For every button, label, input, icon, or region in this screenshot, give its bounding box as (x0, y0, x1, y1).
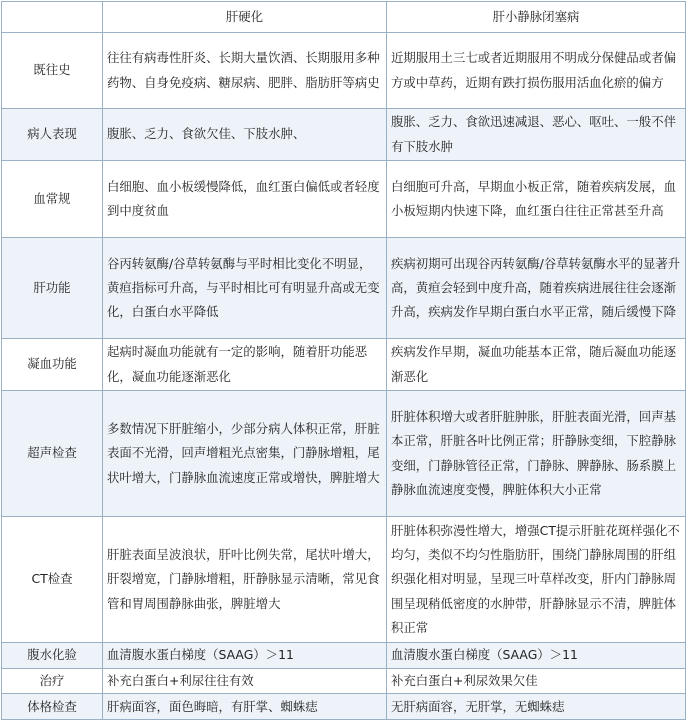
hvod-cell: 无肝病面容，无肝掌，无蜘蛛痣 (387, 694, 686, 720)
hvod-cell: 腹胀、乏力、食欲迅速减退、恶心、呕吐、一般不伴有下肢水肿 (387, 109, 686, 161)
cirrhosis-cell: 肝病面容，面色晦暗，有肝掌、蜘蛛痣 (103, 694, 387, 720)
cirrhosis-cell: 腹胀、乏力、食欲欠佳、下肢水肿、 (103, 109, 387, 161)
hvod-cell: 肝脏体积增大或者肝脏肿胀，肝脏表面光滑，回声基本正常，肝脏各叶比例正常；肝静脉变细，下腔静脉变细，门静脉管径正常，门静脉、脾静脉、肠系膜上静脉血流速度变慢，脾脏体积大小正常 (387, 391, 686, 517)
table-row (2, 33, 686, 109)
hvod-cell: 补充白蛋白+利尿效果欠佳 (387, 669, 686, 694)
header-blank (2, 2, 103, 33)
cirrhosis-cell: 血清腹水蛋白梯度（SAAG）＞11 (103, 643, 387, 669)
cirrhosis-cell: 起病时凝血功能就有一定的影响，随着肝功能恶化，凝血功能逐渐恶化 (103, 339, 387, 391)
row-label: 血常规 (2, 161, 103, 238)
cirrhosis-cell: 往往有病毒性肝炎、长期大量饮酒、长期服用多种药物、自身免疫病、糖尿病、肥胖、脂肪肝等病史 (103, 33, 387, 109)
table-row (2, 161, 686, 238)
row-label: 凝血功能 (2, 339, 103, 391)
row-label: 超声检查 (2, 391, 103, 517)
header-cirrhosis: 肝硬化 (103, 2, 387, 33)
hvod-cell: 肝脏体积弥漫性增大，增强CT提示肝脏花斑样强化不均匀，类似不均匀性脂肪肝，围绕门静脉周围的肝组织强化相对明显，呈现三叶草样改变，肝内门静脉周围呈现稍低密度的水肿带，肝静脉显示不清，脾脏体积正常 (387, 517, 686, 643)
hvod-cell: 血清腹水蛋白梯度（SAAG）＞11 (387, 643, 686, 669)
header-hvod: 肝小静脉闭塞病 (387, 2, 686, 33)
table-row (2, 238, 686, 339)
row-label: 治疗 (2, 669, 103, 694)
header-row (2, 2, 686, 33)
comparison-table (1, 1, 686, 720)
cirrhosis-cell: 补充白蛋白+利尿往往有效 (103, 669, 387, 694)
cirrhosis-cell: 肝脏表面呈波浪状，肝叶比例失常，尾状叶增大，肝裂增宽，门静脉增粗，肝静脉显示清晰，常见食管和胃周围静脉曲张，脾脏增大 (103, 517, 387, 643)
hvod-cell: 白细胞可升高，早期血小板正常，随着疾病发展，血小板短期内快速下降，血红蛋白往往正常甚至升高 (387, 161, 686, 238)
cirrhosis-cell: 谷丙转氨酶/谷草转氨酶与平时相比变化不明显，黄疸指标可升高，与平时相比可有明显升高或无变化，白蛋白水平降低 (103, 238, 387, 339)
table-row (2, 694, 686, 720)
row-label: 腹水化验 (2, 643, 103, 669)
row-label: CT检查 (2, 517, 103, 643)
table-row (2, 339, 686, 391)
hvod-cell: 疾病初期可出现谷丙转氨酶/谷草转氨酶水平的显著升高，黄疸会轻到中度升高，随着疾病进展往往会逐渐升高，疾病发作早期白蛋白水平正常，随后缓慢下降 (387, 238, 686, 339)
table-row (2, 517, 686, 643)
table-row (2, 391, 686, 517)
row-label: 体格检查 (2, 694, 103, 720)
table-row (2, 669, 686, 694)
cirrhosis-cell: 白细胞、血小板缓慢降低，血红蛋白偏低或者轻度到中度贫血 (103, 161, 387, 238)
table-row (2, 109, 686, 161)
row-label: 既往史 (2, 33, 103, 109)
row-label: 病人表现 (2, 109, 103, 161)
hvod-cell: 疾病发作早期，凝血功能基本正常，随后凝血功能逐渐恶化 (387, 339, 686, 391)
table-row (2, 643, 686, 669)
hvod-cell: 近期服用土三七或者近期服用不明成分保健品或者偏方或中草药，近期有跌打损伤服用活血化瘀的偏方 (387, 33, 686, 109)
cirrhosis-cell: 多数情况下肝脏缩小，少部分病人体积正常，肝脏表面不光滑，回声增粗光点密集，门静脉增粗，尾状叶增大，门静脉血流速度正常或增快，脾脏增大 (103, 391, 387, 517)
row-label: 肝功能 (2, 238, 103, 339)
